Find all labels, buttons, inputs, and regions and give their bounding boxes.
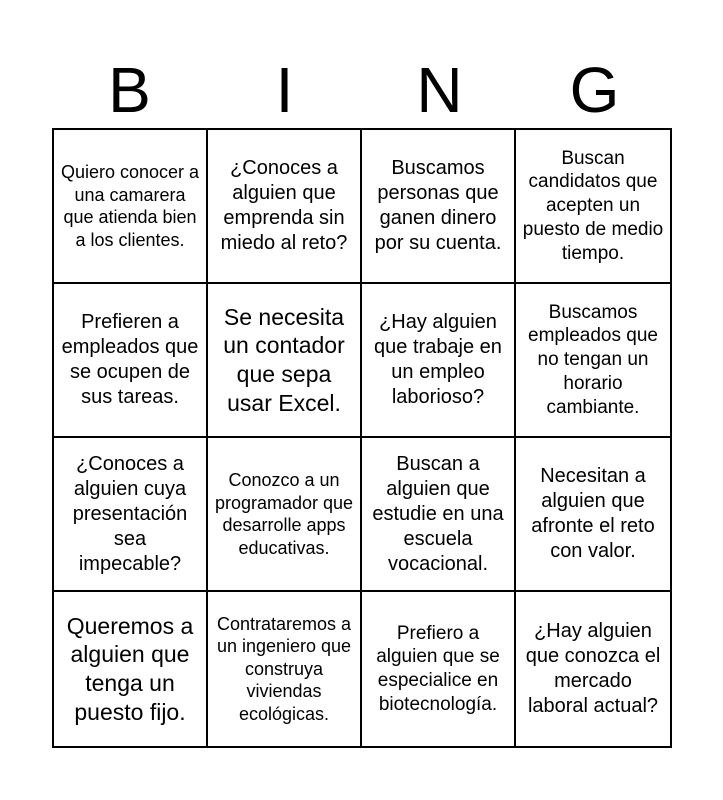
bingo-cell[interactable] <box>362 592 516 746</box>
bingo-cell[interactable] <box>362 284 516 438</box>
cell-text: Prefieren a empleados que se ocupen de sus tareas. <box>61 311 199 408</box>
bingo-cell[interactable] <box>54 438 208 592</box>
bingo-cell[interactable] <box>516 438 670 592</box>
header-letter-i: I <box>275 54 294 126</box>
header-letter-n: N <box>416 54 463 126</box>
cell-text: Conozco a un programador que desarrolle apps educativas. <box>214 470 354 558</box>
cell-text: Contrataremos a un ingeniero que construya viviendas ecológicas. <box>216 613 352 724</box>
cell-text: Se necesita un contador que sepa usar Excel. <box>223 303 345 416</box>
bingo-cell[interactable] <box>516 592 670 746</box>
cell-text: Buscamos personas que ganen dinero por su cuenta. <box>374 157 502 254</box>
cell-text: Buscan a alguien que estudie en una escuela vocacional. <box>372 452 504 575</box>
cell-text: Necesitan a alguien que afronte el reto con valor. <box>531 465 655 562</box>
bingo-cell[interactable] <box>208 284 362 438</box>
bingo-header <box>52 52 672 128</box>
cell-text: ¿Conoces a alguien cuya presentación sea impecable? <box>72 452 188 575</box>
bingo-cell[interactable] <box>54 284 208 438</box>
cell-text: ¿Conoces a alguien que emprenda sin miedo al reto? <box>220 157 348 254</box>
bingo-cell[interactable] <box>516 130 670 284</box>
cell-text: Buscamos empleados que no tengan un horario cambiante. <box>528 301 658 418</box>
bingo-cell[interactable] <box>362 130 516 284</box>
bingo-cell[interactable] <box>362 438 516 592</box>
cell-text: Buscan candidatos que acepten un puesto de medio tiempo. <box>522 147 664 264</box>
bingo-cell[interactable] <box>54 130 208 284</box>
cell-text: ¿Hay alguien que trabaje en un empleo laborioso? <box>374 311 502 408</box>
header-letter-g: G <box>569 54 620 126</box>
cell-text: Queremos a alguien que tenga un puesto fijo. <box>66 612 194 725</box>
cell-text: ¿Hay alguien que conozca el mercado laboral actual? <box>525 620 661 717</box>
bingo-cell[interactable] <box>54 592 208 746</box>
bingo-cell[interactable] <box>208 438 362 592</box>
cell-text: Quiero conocer a una camarera que atienda bien a los clientes. <box>60 162 200 250</box>
bingo-cell[interactable] <box>516 284 670 438</box>
bingo-cell[interactable] <box>208 130 362 284</box>
cell-text: Prefiero a alguien que se especialice en biotecnología. <box>376 622 500 715</box>
bingo-cell[interactable] <box>208 592 362 746</box>
header-letter-b: B <box>108 54 151 126</box>
bingo-grid <box>52 128 672 748</box>
